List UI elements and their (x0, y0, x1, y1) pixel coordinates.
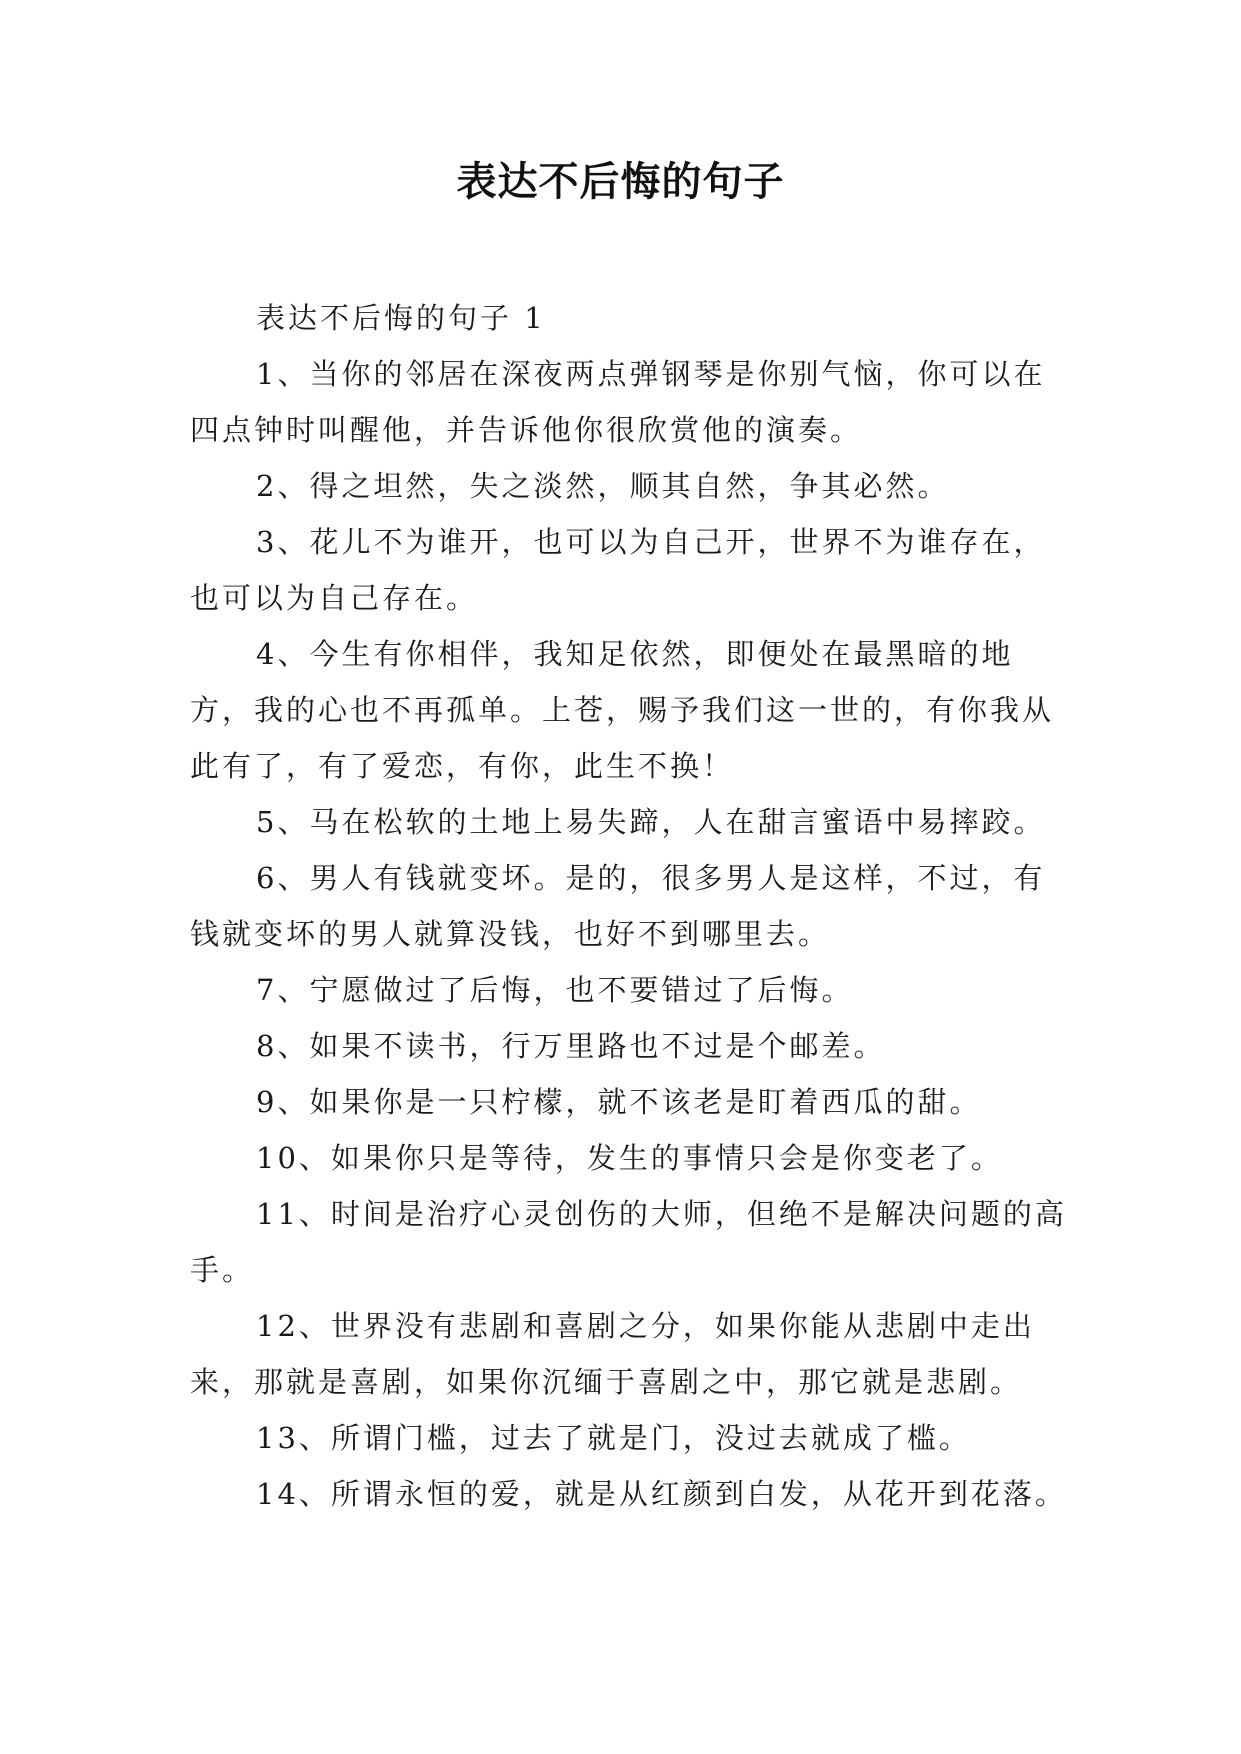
paragraph: 1、当你的邻居在深夜两点弹钢琴是你别气恼，你可以在四点钟时叫醒他，并告诉他你很欣赏他的演奏。 (190, 357, 1046, 447)
section-heading: 表达不后悔的句子 1 (256, 301, 546, 335)
paragraph: 8、如果不读书，行万里路也不过是个邮差。 (256, 1029, 886, 1063)
document-body (190, 290, 1070, 1522)
paragraph: 6、男人有钱就变坏。是的，很多男人是这样，不过，有钱就变坏的男人就算没钱，也好不到哪里去。 (190, 861, 1046, 951)
paragraph: 9、如果你是一只柠檬，就不该老是盯着西瓜的甜。 (256, 1085, 982, 1119)
paragraph: 4、今生有你相伴，我知足依然，即便处在最黑暗的地方，我的心也不再孤单。上苍，赐予我们这一世的，有你我从此有了，有了爱恋，有你，此生不换！ (190, 637, 1055, 783)
paragraph: 7、宁愿做过了后悔，也不要错过了后悔。 (256, 973, 854, 1007)
paragraph: 3、花儿不为谁开，也可以为自己开，世界不为谁存在，也可以为自己存在。 (190, 525, 1046, 615)
paragraph: 12、世界没有悲剧和喜剧之分，如果你能从悲剧中走出来，那就是喜剧，如果你沉缅于喜剧之中，那它就是悲剧。 (190, 1309, 1035, 1399)
paragraph: 10、如果你只是等待，发生的事情只会是你变老了。 (256, 1141, 1003, 1175)
paragraph: 13、所谓门槛，过去了就是门，没过去就成了槛。 (256, 1421, 971, 1455)
paragraph: 14、所谓永恒的爱，就是从红颜到白发，从花开到花落。 (256, 1477, 1067, 1511)
paragraph: 2、得之坦然，失之淡然，顺其自然，争其必然。 (256, 469, 950, 503)
paragraph: 5、马在松软的土地上易失蹄，人在甜言蜜语中易摔跤。 (256, 805, 1046, 839)
document-title: 表达不后悔的句子 (456, 159, 785, 205)
paragraph: 11、时间是治疗心灵创伤的大师，但绝不是解决问题的高手。 (190, 1197, 1067, 1287)
